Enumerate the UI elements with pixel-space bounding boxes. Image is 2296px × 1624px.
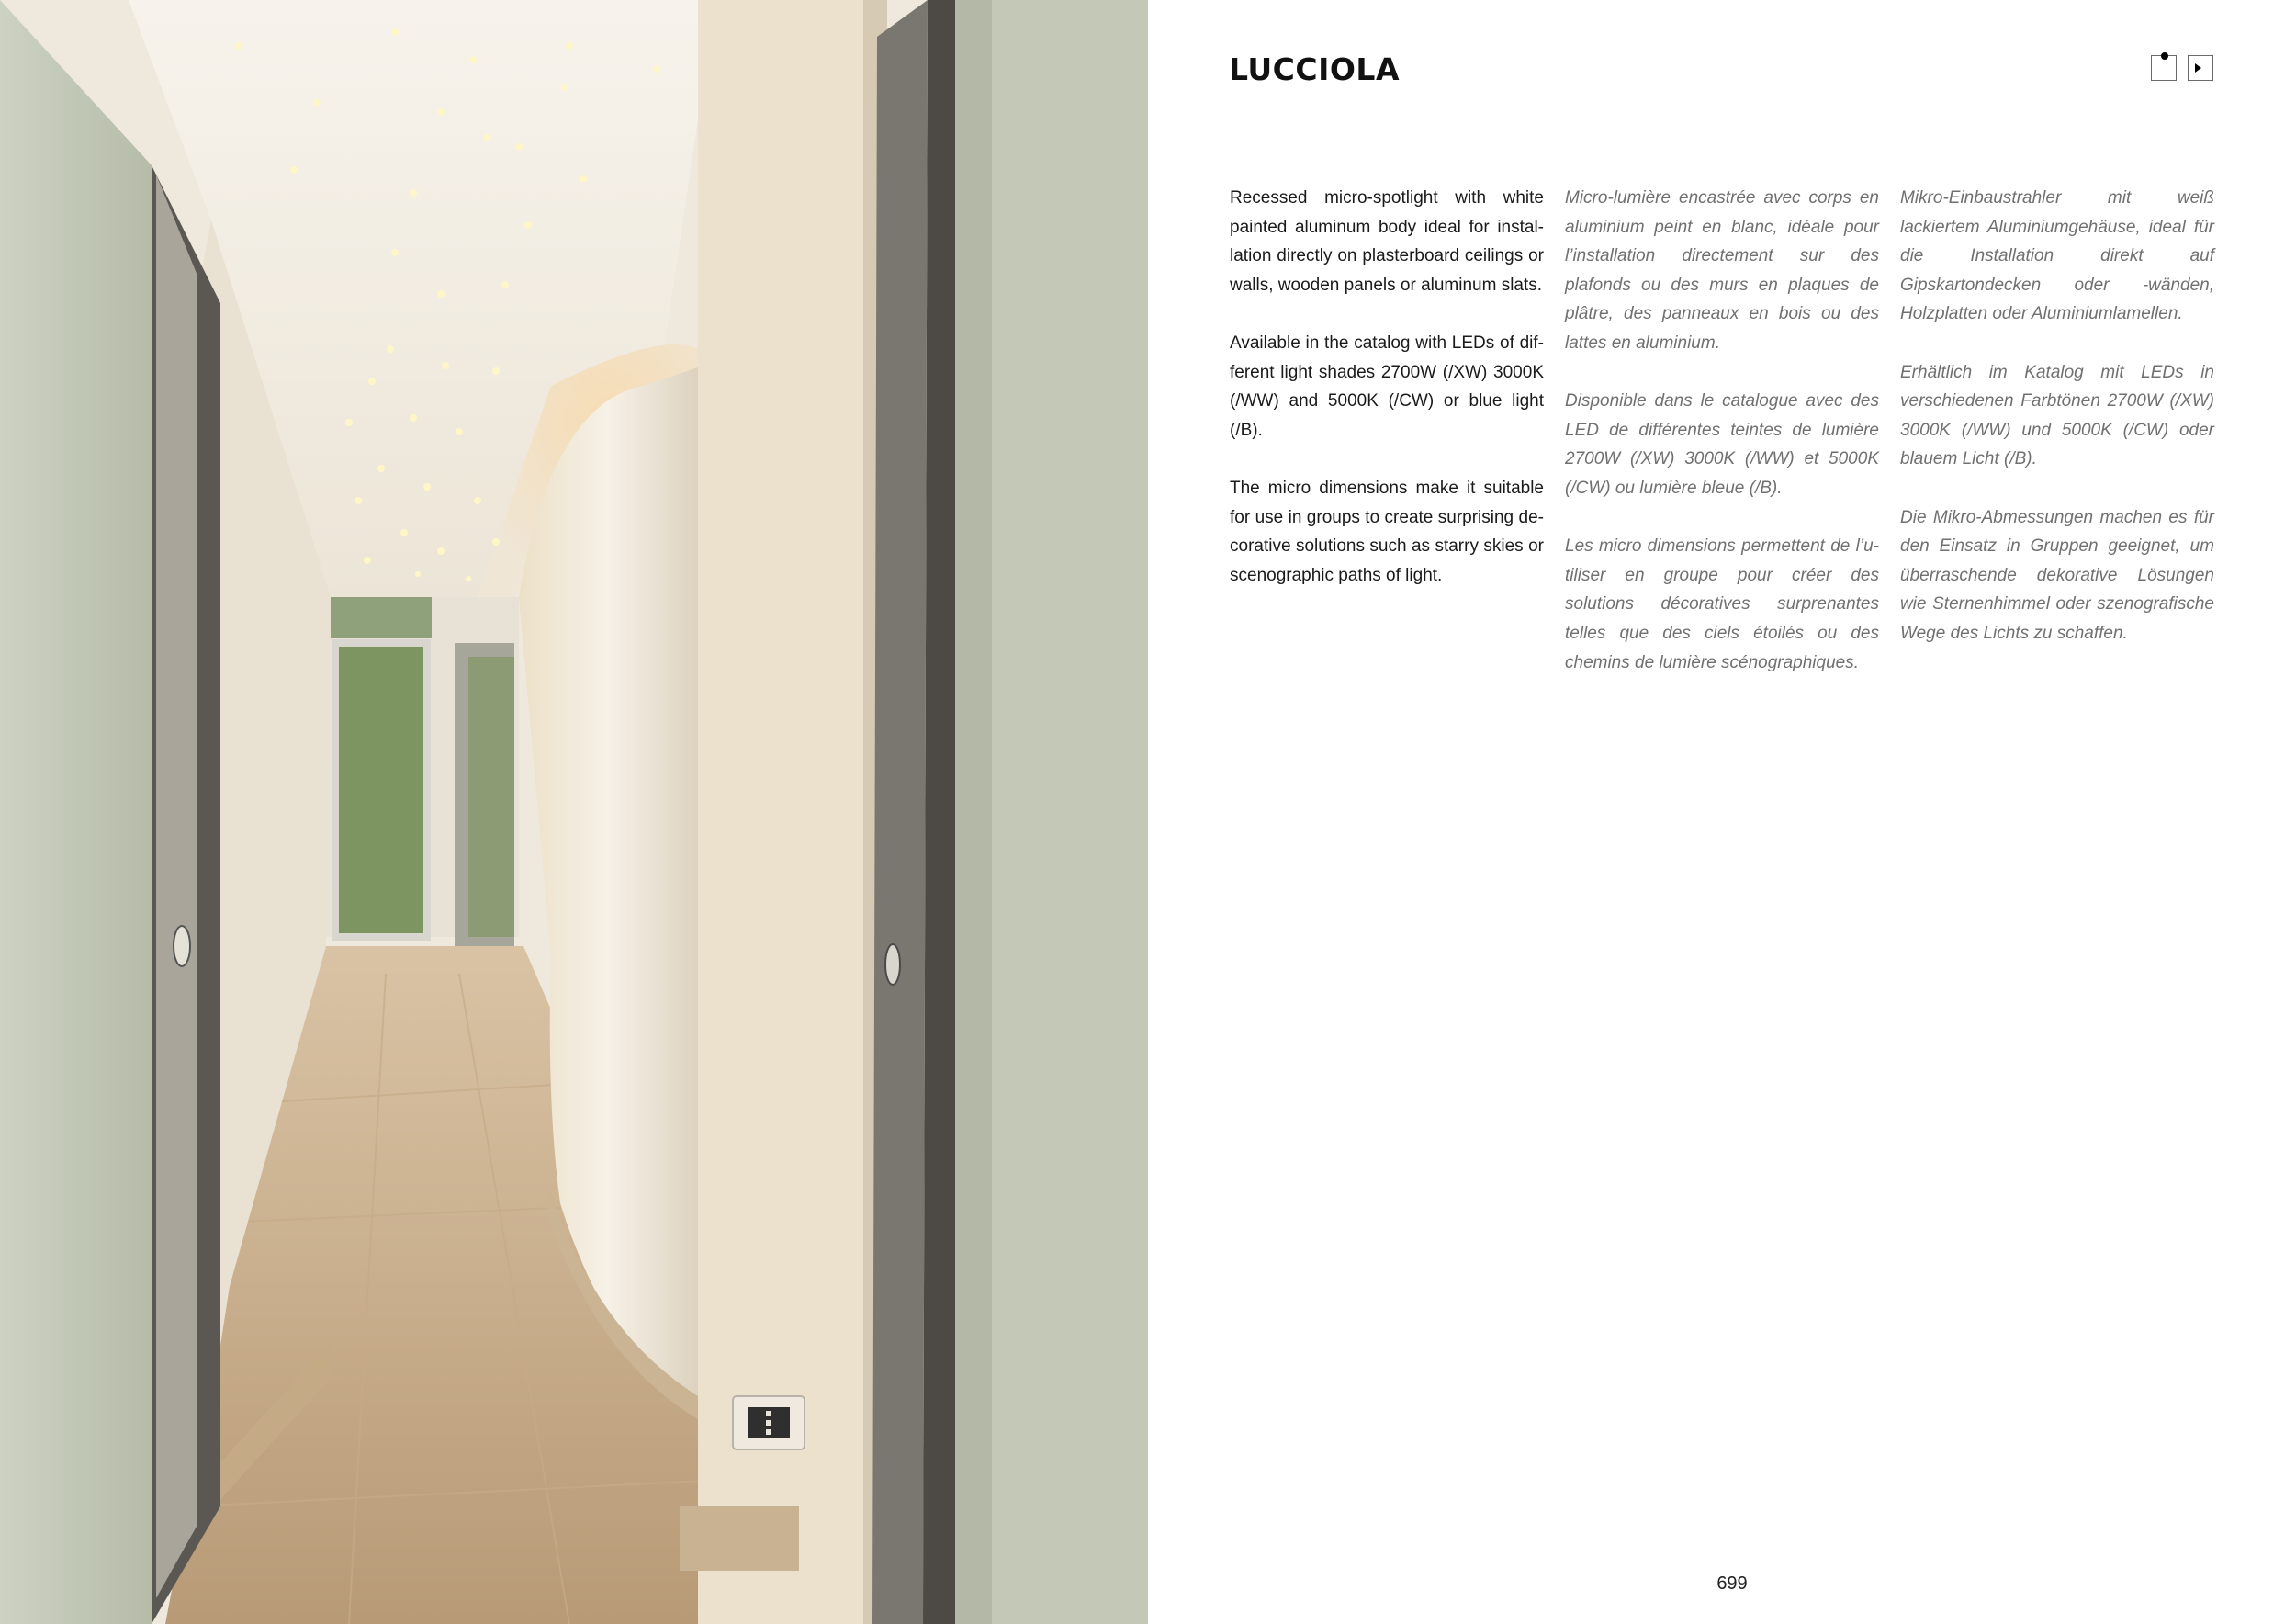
english-paragraph: Available in the catalog with LEDs of different light shades 2700W (/XW) 3000K (/WW) and 5000K (/CW) or blue light (/B). bbox=[1230, 333, 1544, 440]
dot-icon bbox=[2161, 52, 2168, 60]
page-number: 699 bbox=[1716, 1573, 1748, 1594]
german-column bbox=[1900, 184, 2214, 677]
english-paragraph: The micro dimensions make it suitable for use in groups to create surprising decorative solutions such as starry skies or scenographic paths of light. bbox=[1230, 478, 1544, 585]
german-paragraph: Erhältlich im Katalog mit LEDs in verschiedenen Farbtönen 2700W (/XW) 3000K (/WW) und 5000K (/CW) oder blauem Licht (/B). bbox=[1900, 362, 2214, 469]
square-play-icon[interactable] bbox=[2188, 55, 2213, 81]
french-paragraph: Les micro dimensions permettent de l’utiliser en groupe pour créer des solutions décoratives surprenantes telles que des ciels étoilés ou des chemins de lumière scénographiques. bbox=[1565, 536, 1879, 672]
french-paragraph: Micro-lumière encastrée avec corps en aluminium peint en blanc, idéale pour l’installation directement sur des plafonds ou des murs en plaques de plâtre, des panneaux en bois ou des lattes en aluminium. bbox=[1565, 188, 1879, 353]
play-icon bbox=[2195, 63, 2201, 73]
german-paragraph: Mikro-Einbaustrahler mit weiß lackiertem Aluminiumgehäuse, ideal für die Installation direkt auf Gipskartondecken oder -wänden, Holzplatten oder Aluminiumlamellen. bbox=[1900, 188, 2214, 324]
french-column bbox=[1565, 184, 1879, 706]
german-paragraph: Die Mikro-Abmessungen machen es für den Einsatz in Gruppen geeignet, um überraschende dekorative Lösungen wie Sternenhimmel oder szenografische Wege des Lichts zu schaffen. bbox=[1900, 507, 2214, 643]
english-column bbox=[1230, 184, 1544, 619]
english-paragraph: Recessed micro-spotlight with white painted aluminum body ideal for installation directly on plasterboard ceilings or walls, wooden panels or aluminum slats. bbox=[1230, 188, 1544, 295]
page-title: LUCCIOLA bbox=[1229, 51, 1400, 87]
square-dot-icon[interactable] bbox=[2151, 55, 2177, 81]
french-paragraph: Disponible dans le catalogue avec des LED de différentes teintes de lumière 2700W (/XW) 3000K (/WW) et 5000K (/CW) ou lumière bleue (/B). bbox=[1565, 391, 1879, 498]
